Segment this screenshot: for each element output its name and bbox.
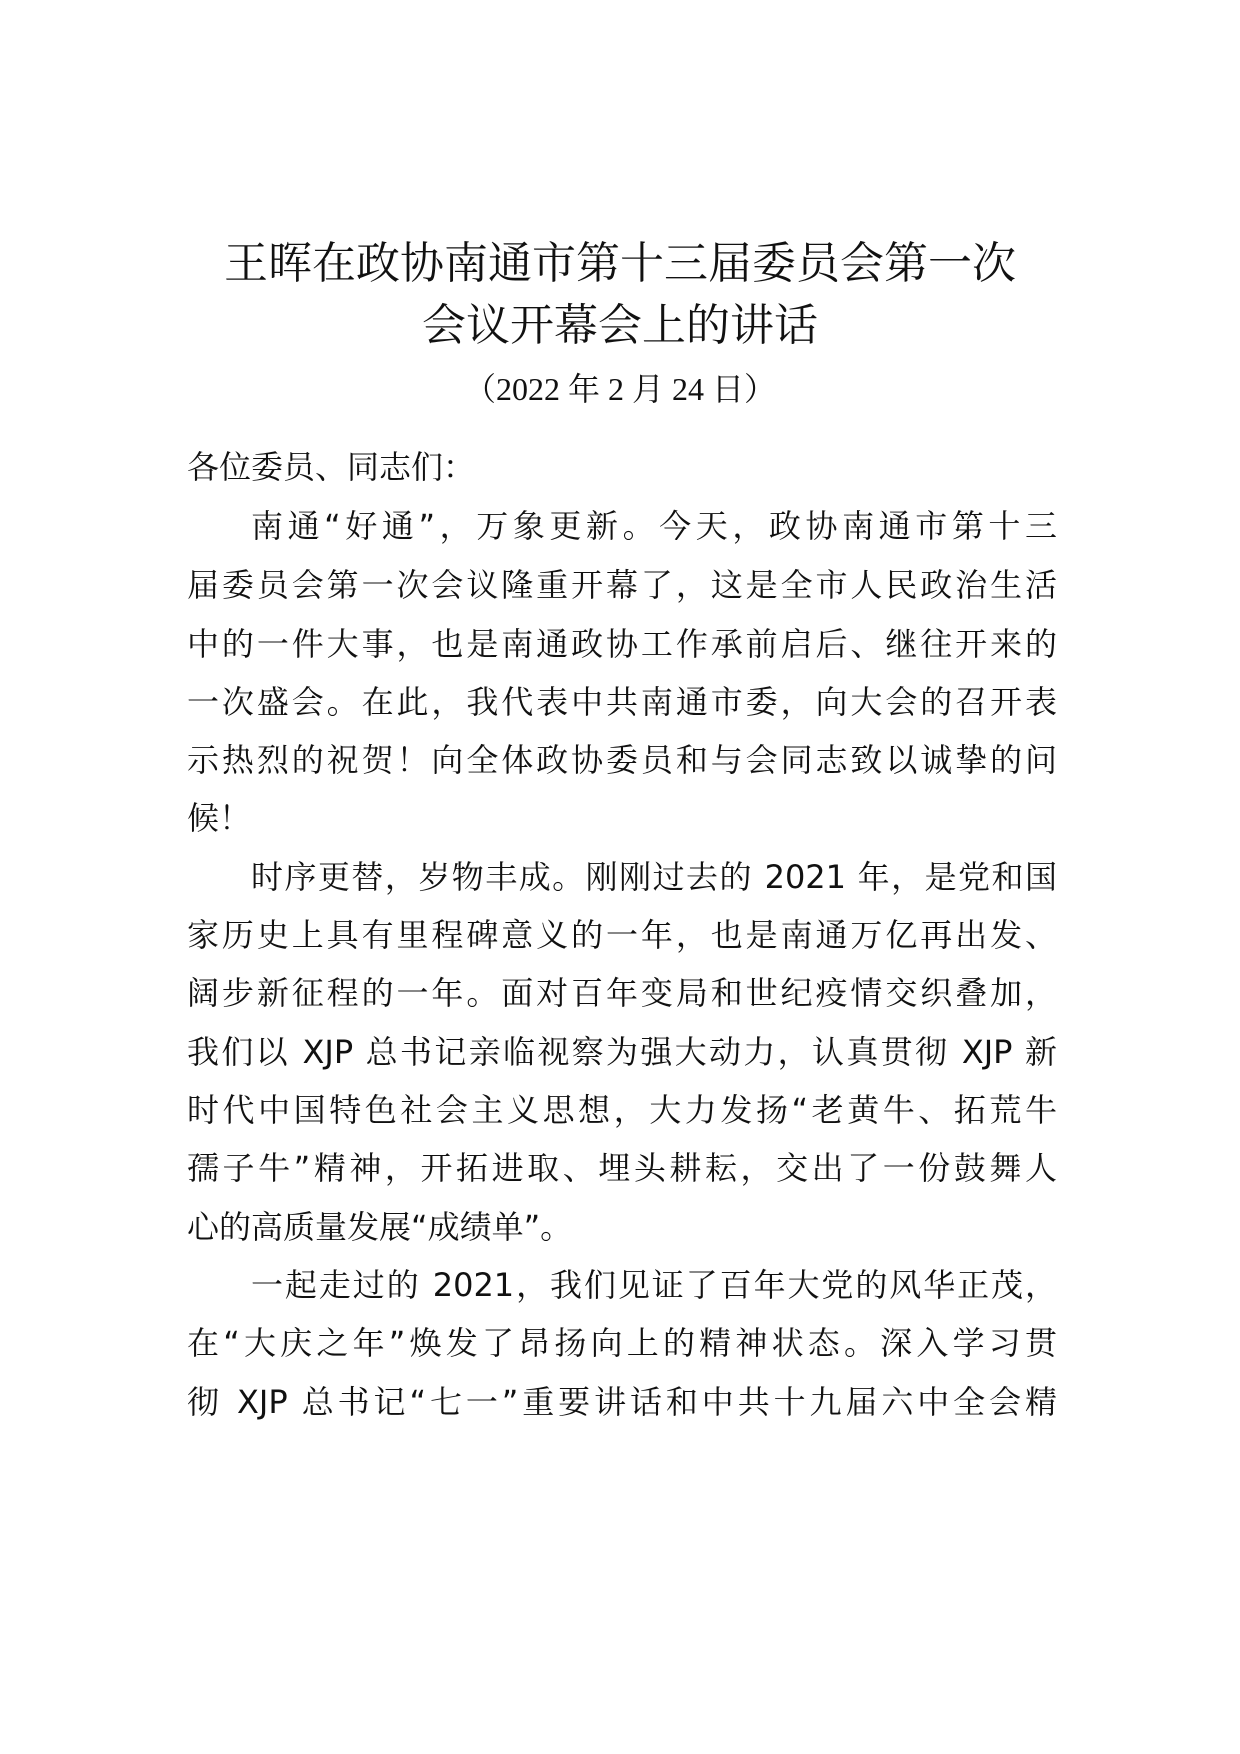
body-line: 在“大庆之年”焕发了昂扬向上的精神状态。深入学习贯 [187, 1324, 1057, 1362]
body-line: 一起走过的 2021，我们见证了百年大党的风华正茂， [251, 1266, 1057, 1304]
body-line: 届委员会第一次会议隆重开幕了，这是全市人民政治生活 [187, 566, 1057, 604]
body-line: 家历史上具有里程碑意义的一年，也是南通万亿再出发、 [187, 916, 1057, 954]
salutation: 各位委员、同志们： [187, 448, 476, 486]
body-line: 示热烈的祝贺！向全体政协委员和与会同志致以诚挚的问 [187, 741, 1057, 779]
body-line: 南通“好通”，万象更新。今天，政协南通市第十三 [251, 507, 1057, 545]
body-line: 候！ [187, 799, 252, 837]
body-line: 心的高质量发展“成绩单”。 [187, 1208, 573, 1246]
title-line-2: 会议开幕会上的讲话 [422, 300, 818, 351]
body-line: 阔步新征程的一年。面对百年变局和世纪疫情交织叠加， [187, 974, 1057, 1012]
title-line-1: 王晖在政协南通市第十三届委员会第一次 [224, 238, 1016, 289]
body-line: 中的一件大事，也是南通政协工作承前启后、继往开来的 [187, 625, 1057, 663]
body-line: 时代中国特色社会主义思想，大力发扬“老黄牛、拓荒牛 [187, 1091, 1057, 1129]
speech-date: （2022 年 2 月 24 日） [463, 371, 776, 407]
body-line: 孺子牛”精神，开拓进取、埋头耕耘，交出了一份鼓舞人 [187, 1149, 1057, 1187]
body-line: 彻 XJP 总书记“七一”重要讲话和中共十九届六中全会精 [187, 1383, 1057, 1421]
body-line: 一次盛会。在此，我代表中共南通市委，向大会的召开表 [187, 683, 1057, 721]
body-line: 我们以 XJP 总书记亲临视察为强大动力，认真贯彻 XJP 新 [187, 1033, 1057, 1071]
body-line: 时序更替，岁物丰成。刚刚过去的 2021 年，是党和国 [251, 858, 1057, 896]
